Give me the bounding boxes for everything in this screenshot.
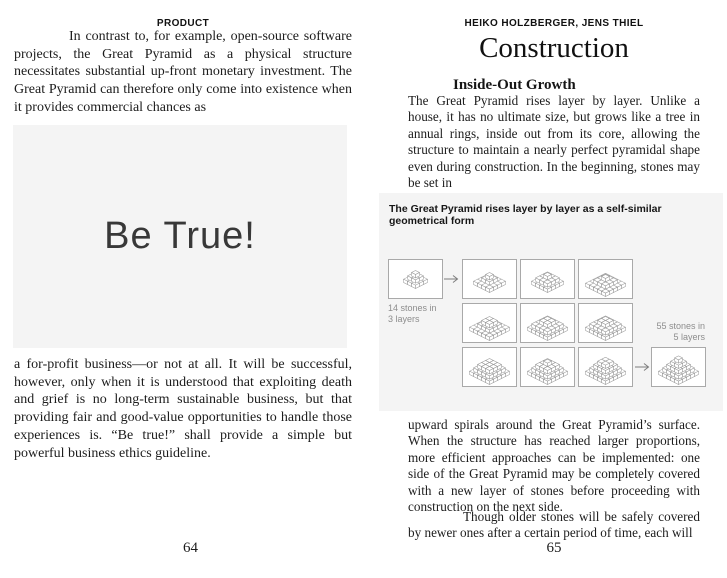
figure-caption: The Great Pyramid rises layer by layer as a self-similar geometrical form xyxy=(389,203,662,227)
pyramid-stage-box xyxy=(520,303,575,343)
growth-arrow-icon xyxy=(635,362,651,372)
quote-text: Be True! xyxy=(104,215,256,257)
be-true-quote-box xyxy=(13,125,347,348)
left-page-number: 64 xyxy=(183,540,198,556)
label-end-line2: 5 layers xyxy=(673,332,705,342)
pyramid-diagram xyxy=(521,348,574,386)
pyramid-stage-box xyxy=(520,347,575,387)
pyramid-diagram xyxy=(652,348,705,386)
left-paragraph-1: In contrast to, for example, open-source software projects, the Great Pyramid as a physical structure necessitates substantial up-front monetary investment. The Great Pyramid can therefore only come into existence when it provides commercial chances as xyxy=(14,29,352,115)
chapter-title: Construction xyxy=(479,32,629,64)
pyramid-diagram xyxy=(389,260,442,298)
left-paragraph-2: a for-profit business—or not at all. It will be successful, however, only when it is understood that exploiting death and grief is no long-term sustainable business, but that providing fair and good-value opportunities to handle those experiences is. “Be true!” shall provide a simple but powerful business ethics guideline. xyxy=(14,357,352,461)
figure-label-end xyxy=(635,321,705,343)
pyramid-stage-box xyxy=(578,259,633,299)
right-paragraph-3: Though older stones will be safely covered by newer ones after a certain period of time, each will xyxy=(408,509,700,541)
authors-running-head: HEIKO HOLZBERGER, JENS THIEL xyxy=(464,18,644,29)
pyramid-diagram xyxy=(463,304,516,342)
right-page xyxy=(363,0,727,578)
left-page xyxy=(0,0,363,578)
pyramid-stage-box xyxy=(578,347,633,387)
pyramid-diagram xyxy=(463,260,516,298)
figure-label-start xyxy=(388,303,437,325)
pyramid-diagram xyxy=(579,304,632,342)
pyramid-diagram xyxy=(579,348,632,386)
pyramid-diagram xyxy=(579,260,632,298)
pyramid-stage-box xyxy=(651,347,706,387)
left-running-head: PRODUCT xyxy=(156,18,210,29)
right-paragraph-1: The Great Pyramid rises layer by layer. Unlike a house, it has no ultimate size, but grows like a tree in annual rings, inside out from its core, allowing the structure to maintain a nearly perfect pyramidal shape even during construction. In the beginning, stones may be set in xyxy=(408,93,700,191)
pyramid-diagram xyxy=(521,304,574,342)
section-subheading: Inside-Out Growth xyxy=(453,77,576,93)
figure-panel xyxy=(379,193,723,411)
pyramid-stage-box xyxy=(388,259,443,299)
label-end-line1: 55 stones in xyxy=(656,321,705,331)
growth-arrow-icon xyxy=(444,274,460,284)
right-paragraph-2: upward spirals around the Great Pyramid’s surface. When the structure has reached larger proportions, more efficient approaches can be implemented: one side of the Great Pyramid may be completely covered with a new layer of stones before proceeding with construction on the next side. xyxy=(408,417,700,515)
pyramid-stage-box xyxy=(520,259,575,299)
pyramid-stage-box xyxy=(462,259,517,299)
label-start-line2: 3 layers xyxy=(388,314,420,324)
pyramid-stage-box xyxy=(462,303,517,343)
pyramid-stage-box xyxy=(462,347,517,387)
label-start-line1: 14 stones in xyxy=(388,303,437,313)
pyramid-diagram xyxy=(463,348,516,386)
right-page-number: 65 xyxy=(546,540,562,556)
pyramid-diagram xyxy=(521,260,574,298)
pyramid-stage-box xyxy=(578,303,633,343)
